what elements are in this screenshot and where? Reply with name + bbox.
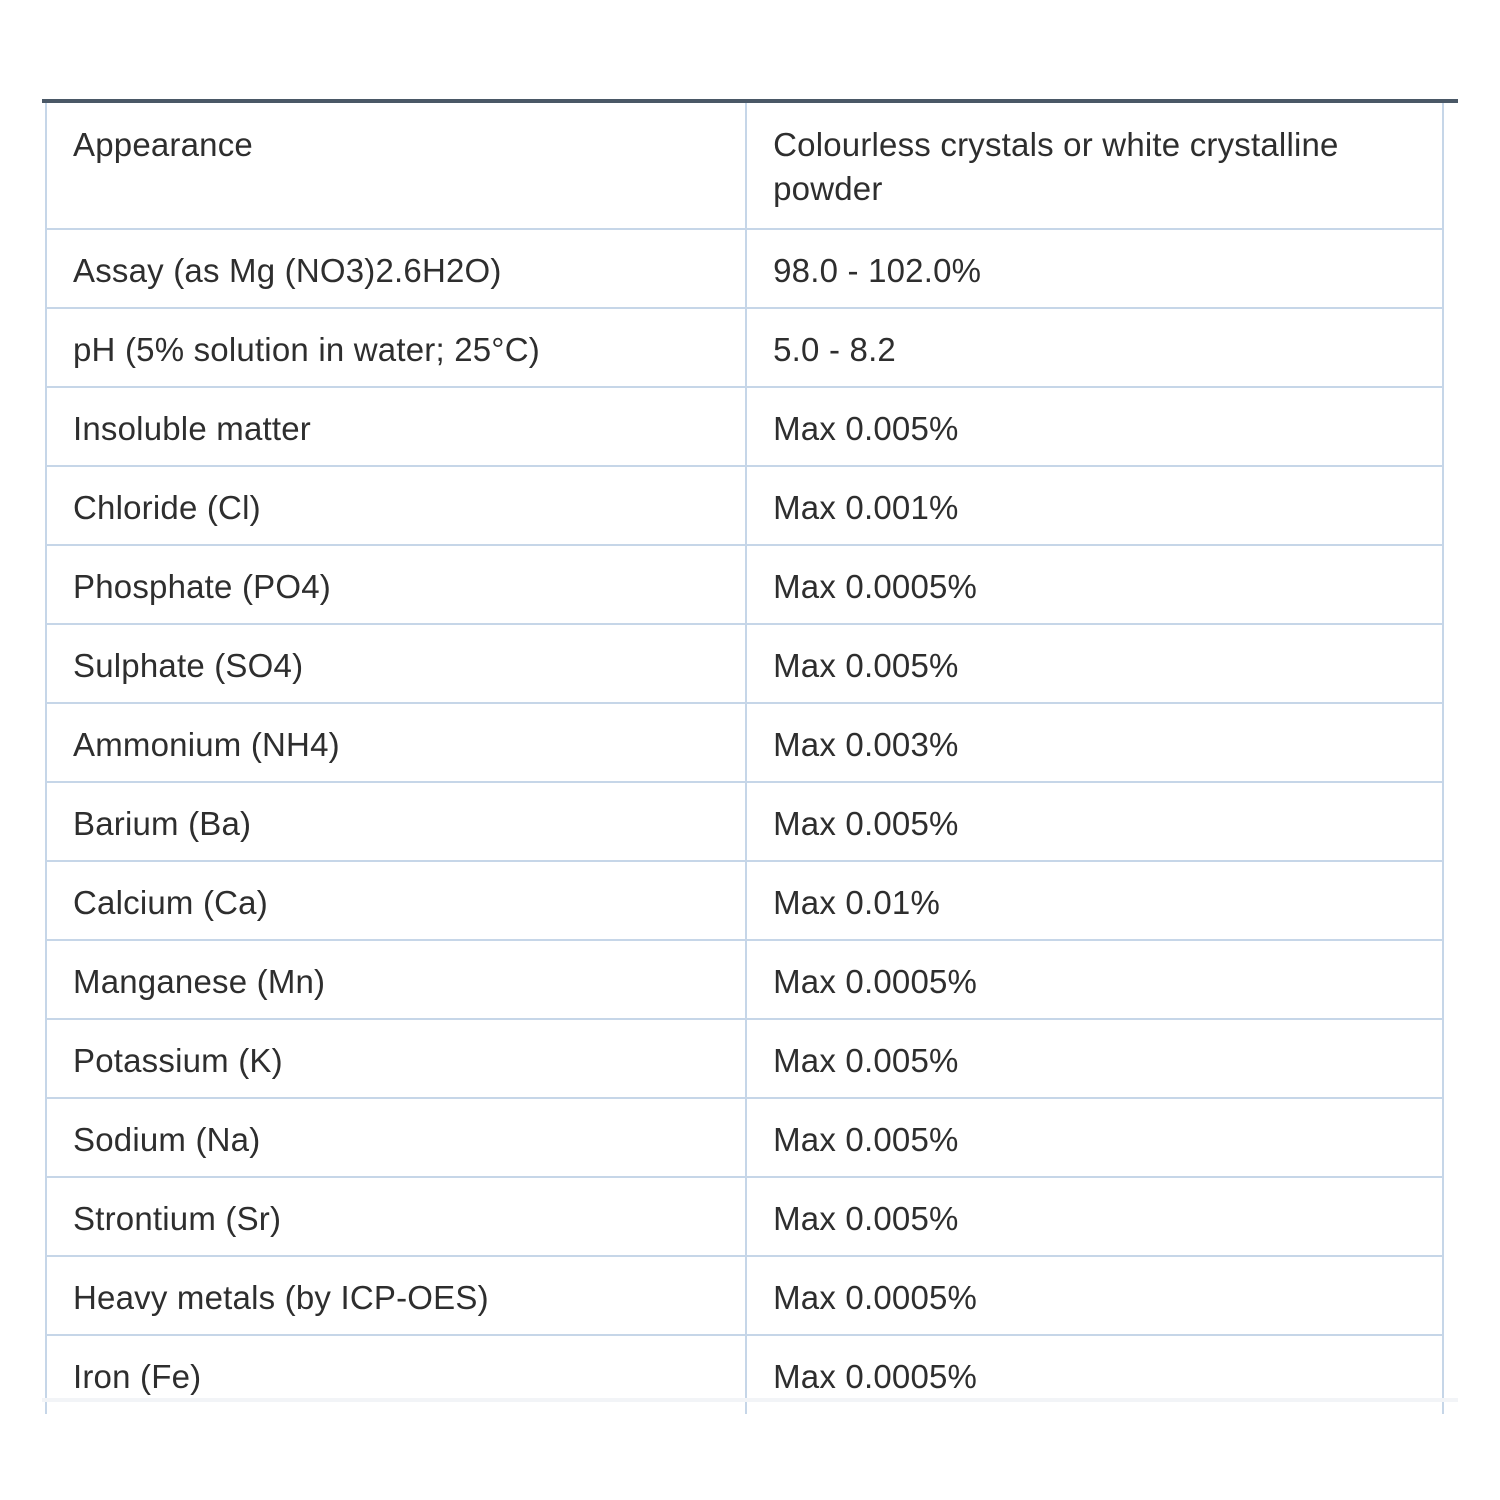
parameter-cell: Iron (Fe) bbox=[46, 1335, 746, 1414]
table-row bbox=[46, 1335, 1443, 1414]
value-cell: 5.0 - 8.2 bbox=[746, 308, 1443, 387]
parameter-cell: Strontium (Sr) bbox=[46, 1177, 746, 1256]
table-row bbox=[46, 1177, 1443, 1256]
parameter-cell: Insoluble matter bbox=[46, 387, 746, 466]
parameter-cell: Heavy metals (by ICP-OES) bbox=[46, 1256, 746, 1335]
parameter-cell: Sulphate (SO4) bbox=[46, 624, 746, 703]
table-row bbox=[46, 1019, 1443, 1098]
table-row bbox=[46, 1098, 1443, 1177]
value-cell: Max 0.0005% bbox=[746, 545, 1443, 624]
table-row bbox=[46, 940, 1443, 1019]
value-cell: Max 0.01% bbox=[746, 861, 1443, 940]
parameter-cell: Sodium (Na) bbox=[46, 1098, 746, 1177]
parameter-cell: Chloride (Cl) bbox=[46, 466, 746, 545]
parameter-cell: Ammonium (NH4) bbox=[46, 703, 746, 782]
parameter-cell: Appearance bbox=[46, 103, 746, 229]
parameter-cell: Calcium (Ca) bbox=[46, 861, 746, 940]
value-cell: Max 0.0005% bbox=[746, 1335, 1443, 1414]
parameter-cell: Manganese (Mn) bbox=[46, 940, 746, 1019]
value-cell: Max 0.005% bbox=[746, 1098, 1443, 1177]
value-cell: Max 0.005% bbox=[746, 1019, 1443, 1098]
value-cell: Max 0.0005% bbox=[746, 1256, 1443, 1335]
value-cell: Max 0.001% bbox=[746, 466, 1443, 545]
table-row bbox=[46, 624, 1443, 703]
table-row bbox=[46, 103, 1443, 229]
value-cell: Max 0.005% bbox=[746, 387, 1443, 466]
table-row bbox=[46, 545, 1443, 624]
parameter-cell: Potassium (K) bbox=[46, 1019, 746, 1098]
table-row bbox=[46, 1256, 1443, 1335]
parameter-cell: Assay (as Mg (NO3)2.6H2O) bbox=[46, 229, 746, 308]
value-cell: 98.0 - 102.0% bbox=[746, 229, 1443, 308]
table-row bbox=[46, 703, 1443, 782]
value-cell: Max 0.005% bbox=[746, 1177, 1443, 1256]
value-cell: Max 0.0005% bbox=[746, 940, 1443, 1019]
table-row bbox=[46, 782, 1443, 861]
specification-table bbox=[45, 103, 1444, 1414]
table-bottom-edge bbox=[42, 1398, 1458, 1402]
value-cell: Max 0.005% bbox=[746, 624, 1443, 703]
value-cell: Max 0.003% bbox=[746, 703, 1443, 782]
parameter-cell: Phosphate (PO4) bbox=[46, 545, 746, 624]
table-row bbox=[46, 387, 1443, 466]
parameter-cell: Barium (Ba) bbox=[46, 782, 746, 861]
parameter-cell: pH (5% solution in water; 25°C) bbox=[46, 308, 746, 387]
value-cell: Max 0.005% bbox=[746, 782, 1443, 861]
table-row bbox=[46, 308, 1443, 387]
table-row bbox=[46, 466, 1443, 545]
value-cell: Colourless crystals or white crystalline powder bbox=[746, 103, 1443, 229]
table-row bbox=[46, 229, 1443, 308]
table-row bbox=[46, 861, 1443, 940]
